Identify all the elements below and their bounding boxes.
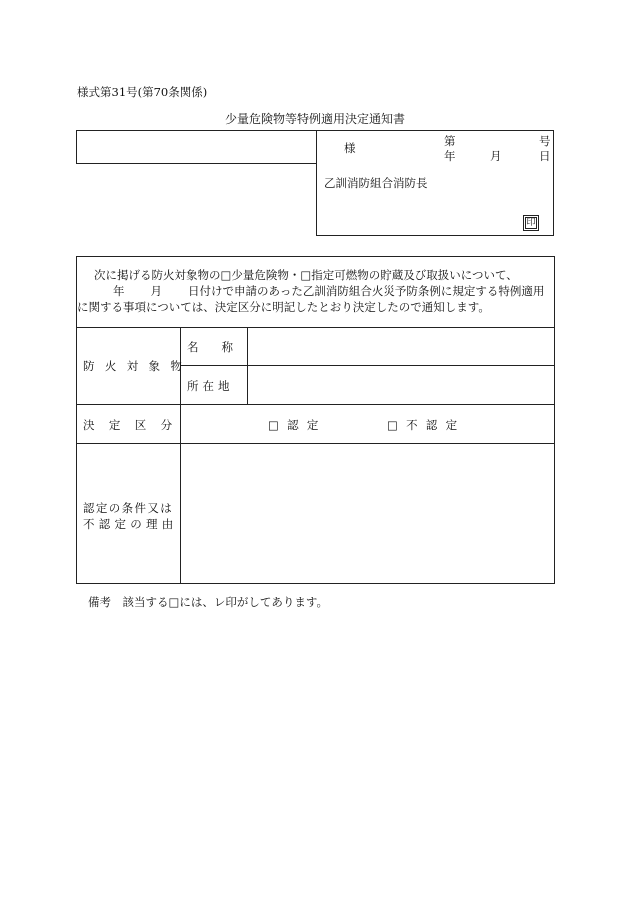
number-label: 第 [444,134,456,148]
day-label: 日 [539,149,551,163]
remarks-note: 備考 該当する□には、レ印がしてあります。 [88,595,328,609]
addressee-suffix: 様 [344,141,356,155]
month-label: 月 [490,149,502,163]
intro-line-3: に関する事項については、決定区分に明記したとおり決定したので通知します。 [77,300,490,314]
decision-label: 決定区分 [83,418,187,432]
year-label: 年 [444,149,456,163]
approve-option: □ 認 定 [268,418,321,432]
main-table [76,256,555,584]
condition-label-2: 不認定の理由 [83,517,178,531]
form-number: 様式第31号(第70条関係) [77,85,208,99]
header-box [76,130,554,236]
seal-mark: 印 [523,215,539,231]
target-label: 防火対象物 [83,359,193,373]
location-label: 所在地 [187,379,234,393]
name-label: 名 称 [187,340,233,354]
issuer-name: 乙訓消防組合消防長 [324,176,428,190]
number-suffix: 号 [539,134,551,148]
document-title: 少量危険物等特例適用決定通知書 [224,112,405,126]
intro-line-2: 年 月 日付けで申請のあった乙訓消防組合火災予防条例に規定する特例適用 [113,284,545,298]
intro-line-1: 次に掲げる防火対象物の□少量危険物・□指定可燃物の貯蔵及び取扱いについて、 [94,268,518,282]
intro-text [77,267,554,315]
condition-label-1: 認定の条件又は [83,501,174,515]
reject-option: □ 不 認 定 [387,418,460,432]
